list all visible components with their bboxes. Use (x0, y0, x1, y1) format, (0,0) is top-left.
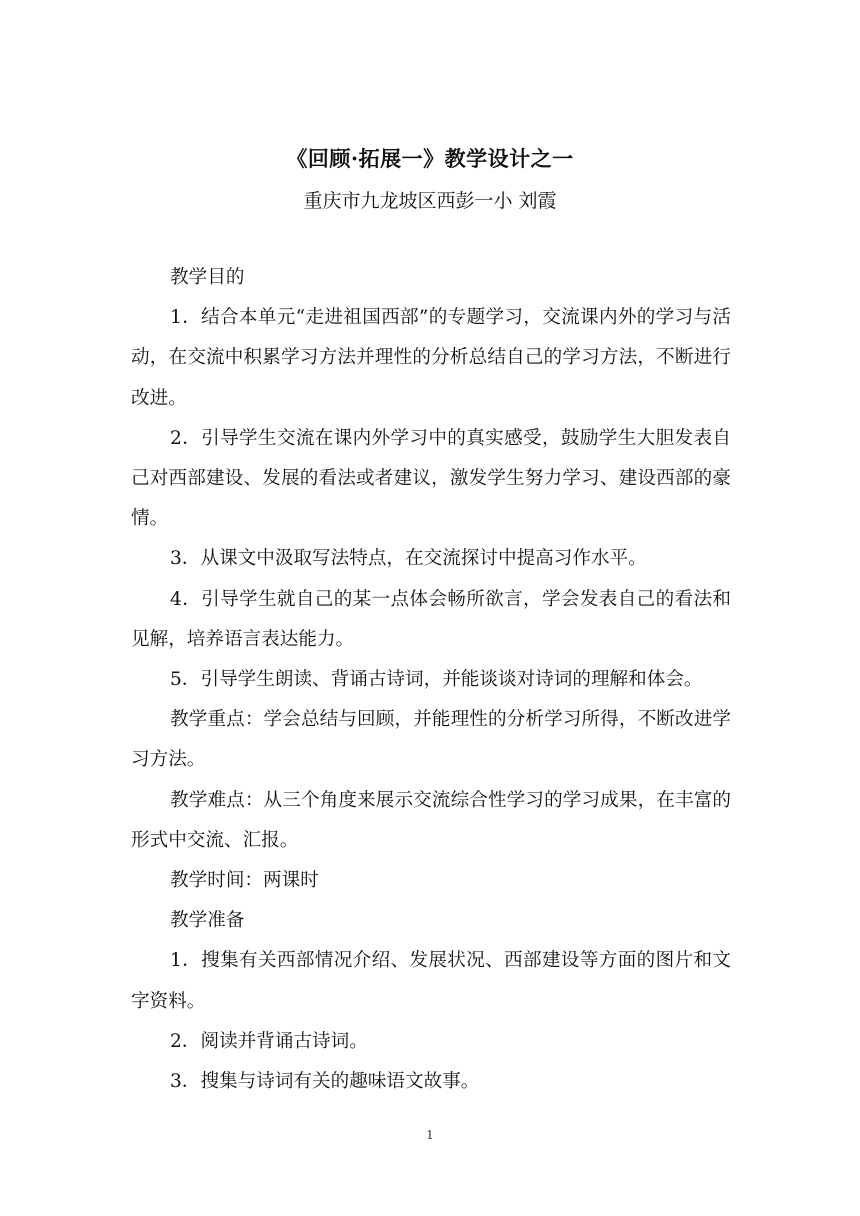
document-body (131, 258, 731, 1102)
preparation-item: 2．阅读并背诵古诗词。 (170, 1030, 368, 1052)
objective-item: 5．引导学生朗读、背诵古诗词，并能谈谈对诗词的理解和体会。 (170, 669, 703, 691)
preparation-item: 1．搜集有关西部情况介绍、发展状况、西部建设等方面的图片和文字资料。 (131, 950, 731, 1012)
objective-item: 2．引导学生交流在课内外学习中的真实感受，鼓励学生大胆发表自己对西部建设、发展的看法或者建议，激发学生努力学习、建设西部的豪情。 (131, 427, 731, 530)
teaching-time-paragraph: 教学时间：两课时 (170, 870, 319, 892)
preparation-item: 3．搜集与诗词有关的趣味语文故事。 (170, 1071, 480, 1093)
document-author: 重庆市九龙坡区西彭一小 刘霞 (303, 190, 557, 212)
document-title: 《回顾·拓展一》教学设计之一 (286, 146, 574, 171)
objective-item: 3．从课文中汲取写法特点，在交流探讨中提高习作水平。 (170, 548, 647, 570)
key-point-paragraph: 教学重点：学会总结与回顾，并能理性的分析学习所得，不断改进学习方法。 (131, 709, 731, 771)
section-heading-preparation: 教学准备 (170, 910, 245, 932)
objective-item: 1．结合本单元“走进祖国西部”的专题学习，交流课内外的学习与活动，在交流中积累学习方法并理性的分析总结自己的学习方法，不断进行改进。 (131, 307, 731, 409)
difficulty-paragraph: 教学难点：从三个角度来展示交流综合性学习的学习成果，在丰富的形式中交流、汇报。 (131, 789, 731, 851)
objective-item: 4．引导学生就自己的某一点体会畅所欲言，学会发表自己的看法和见解，培养语言表达能力。 (131, 588, 731, 650)
page-number: 1 (426, 1128, 434, 1142)
section-heading-objectives: 教学目的 (170, 267, 245, 288)
